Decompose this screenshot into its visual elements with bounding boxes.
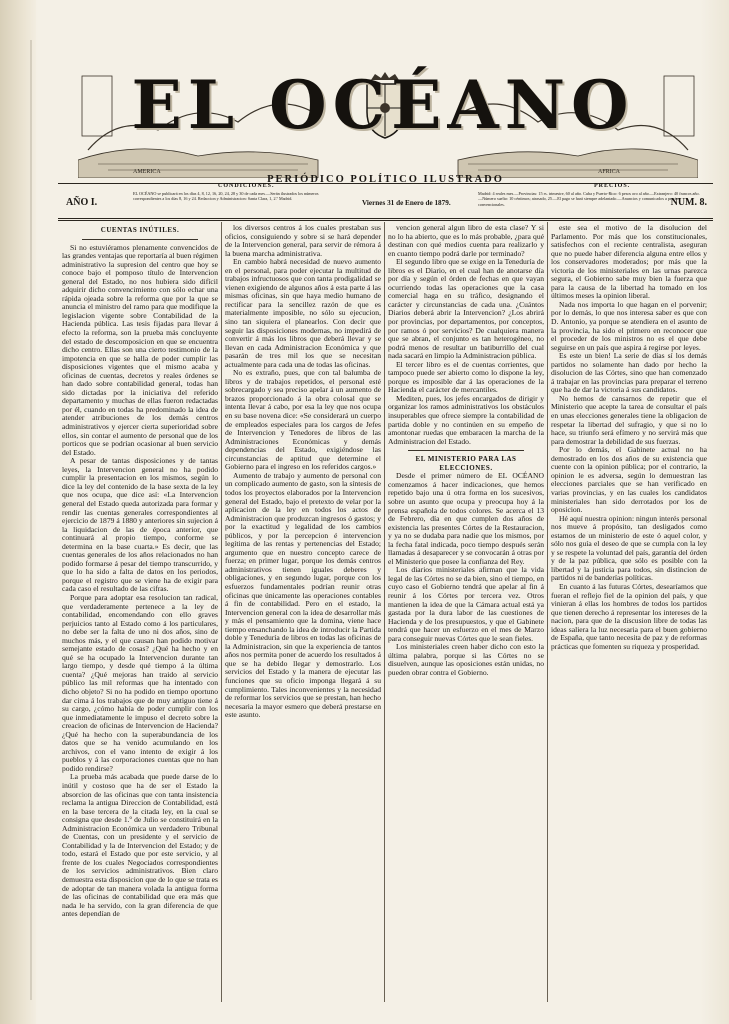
section-heading: EL MINISTERIO PARA LAS ELECCIONES. bbox=[415, 455, 517, 472]
article-paragraph: vencion general algun libro de esta clase? Y si no lo ha abierto, que es lo más probable, ¿para qué destinan con qué medios cuenta para realizarlo y en cuanto tiempo podrá darle por terminado? bbox=[388, 224, 544, 258]
article-paragraph: La prueba más acabada que puede darse de lo inútil y costoso que ha de ser el Estado la absorcion de las oficinas que con tanta insistencia reclama la antigua Direccion de Contabilidad, está en la base tercera de la citada ley, en la cual se consigna que desde 1.º de Julio se constituirá en la Administracion Económica un verdadero Tribunal de Cuentas, con un presidente y el servicio de Contabilidad y la de Intervencion del Estado; y de todo, estará el Estado que por este servicio, y al frente de los cuales Negociados correspondientes de los servicios administrativos. Bien claro demuestra esta disposicion que de lo que se trata es de adoptar de tan manera volada la antigua forma de las oficinas de contabilidad que era más que nada le ha servido, con la gran diferencia de que antes dependían de bbox=[62, 772, 218, 919]
article-paragraph: Nada nos importa lo que hagan en el porvenir; por lo demás, lo que nos interesa saber es que con D. Antonio, ya porque se atendiera en el asunto de la provincia, ha sido el primero en reconocer que el proceder de los ministros no es el que debe seguirse en un país que aspira á regirse por leyes. bbox=[551, 299, 707, 352]
info-bar bbox=[58, 183, 713, 217]
article-paragraph: Los diarios ministeriales afirman que la vida legal de las Córtes no se da bien, sino el tiempo, en cuyo caso el Gobierno tendrá que apelar al fin á reunir á los Córtes por tercera vez. Otros mantienen la idea de que la Cámara actual está ya gastada por la dura labor de las cuestiones de Hacienda y de los presupuestos, y que el Gabinete tendrá que hacer un esfuerzo en el mes de Marzo para conseguir nuevas Córtes que le sean fieles. bbox=[388, 565, 544, 643]
conditions-text: EL OCÉANO se publicará en los días 4, 8, 12, 16, 20, 24, 28 y 30 de cada mes.—Serán ilustrados los números correspondientes a los días 8, 16 y 24. Redaccion y Administracion: Santa Clara, 1, 2.º Madrid. bbox=[133, 191, 319, 202]
column-divider bbox=[384, 222, 385, 1002]
binding-spine bbox=[0, 0, 36, 1024]
issue-number: NUM. 8. bbox=[670, 197, 707, 208]
article-paragraph: En cuanto á las futuras Córtes, desearíamos que fueran el reflejo fiel de la opinion del país, y que vinieran á ellas los hombres de todos los partidos que tienen derecho á representar los intereses de la nacion, para que de la discusion libre de todas las ideas saliera la luz necesaria para el buen gobierno de España, que tanto necesita de paz y de reformas prácticas que fomenten su riqueza y prosperidad. bbox=[551, 581, 707, 651]
article-paragraph: A pesar de tantas disposiciones y de tantas leyes, la Intervencion general no ha podido cumplir la presentacion en los mismos, según lo dice la ley del contenido de la base sexta de la ley que nos ocupa, que dice así: «La Intervencion general del Estado queda autorizada para formar y rendir las cuentas generales correspondientes al ejercicio de 1879 á 1880 y anteriores sin sujecion á la liquidacion de las de época anterior, que continuará al propio tiempo, conforme se determina en la base cuarta.» Es decir, que las cuentas generales de los años relacionados no han podido formarse á pesar del tiempo transcurrido, y que lo ha sido a falta de datos en los periodos, porque el registro que se viene ha de exigir para cada caso el resultado de las cifras. bbox=[62, 456, 218, 594]
article-paragraph: En cambio habrá necesidad de nuevo aumento en el personal, para poder ejecutar la multitud de trabajos infructuosos que con tanta prodigalidad se vienen exigiendo de algunos años á esta parte á las mismas oficinas, sin que haya medio humano de rectificar para la sencillez razón de que es materialmente imposible, no sólo su ejecucion, sino tan siquiera el planearlos. Con decir que seguir las disposiciones modernas, no impedirá de convertir á más los libros que deberá llevar y se llevan en cada Administracion Económica y que pasarán de tres mil los que se necesitan actualmente para cada una de todas las oficinas. bbox=[225, 257, 381, 369]
article-paragraph: este sea el motivo de la disolucion del Parlamento. Por más que los constitucionales, satisfechos con el reciente centralista, aseguran que no puede haber diferencia alguna entre ellos y los conservadores moderados; por más que la victoria de los ministeriales en las urnas parezca segura, el Gobierno sabe muy bien la fuerza que para la causa de la libertad ha tomado en los últimos meses la opinion liberal. bbox=[551, 224, 707, 301]
issue-date: Viernes 31 de Enero de 1879. bbox=[362, 199, 451, 207]
column-4 bbox=[551, 224, 707, 1002]
article-paragraph: No es extraño, pues, que con tal balumba de libros y de trabajos repetidos, el personal esté sobrecargado y sea preciso apelar á un aumento de brazos proporcionado á la obra colosal que se intenta llevar á cabo, por esa la ley que nos ocupa en su base novena dice: «Se considerará un cuerpo de empleados especiales para los cargos de Jefes de Intervencion y Tenedores de libros de las Administraciones Económicas y demás dependencias del Estado, exigiéndose las circunstancias de aptitud que determine el Gobierno para el ingreso en los referidos cargos.» bbox=[225, 368, 381, 472]
article-paragraph: El segundo libro que se exige en la Teneduría de libros es el Diario, en el cual han de anotarse día por día y según el órden de fechas en que vayan ocurriendo todas las operaciones que la casa comercial haga en su tráfico, designando el carácter y circunstancias de cada una. ¿Cuántos Diarios deberá abrir la Intervencion? ¿Los abrirá por provincias, por departamentos, por conceptos, por ramos ó por servicios? De cualquiera manera que se abran, el conjunto es tan heterogéneo, no podrá menos de resultar un batiburrillo del cual nada sacará en limpio la Administracion pública. bbox=[388, 257, 544, 361]
conditions-title: CONDICIONES. bbox=[218, 183, 275, 189]
article-paragraph: Hé aquí nuestra opinion: ningun interés personal nos mueve á propósito, tan desligados como estamos de un ministerio de este ó aquel color, y sólo nos guía el deseo de que se cumpla con la ley y se respete la voluntad del país, garantía del órden y de la paz pública, que sólo es posible con la libertad y la justicia para todos, sin distincion de partidos ni de banderías políticas. bbox=[551, 513, 707, 583]
article-paragraph: Si no estuviéramos plenamente convencidos de las grandes ventajas que reportaría al buen régimen administrativo la supresion del centro que hoy se conoce bajo el pomposo título de Intervencion general del Estado, no nos hubiera sido difícil adquirir dicho convencimiento con sólo echar una rápida ojeada sobre la reforma que por la que se anuncia el ministro del ramo para que modifique la legislacion vigente sobre Contabilidad de la Hacienda pública. Las tesis fijadas para llevar á efecto la reforma, son la prueba más concluyente del estado de descomposicion en que se encuentra dicho centro. Ellas son una cierto testimonio de la impotencia en que se halla de poder cumplir las disposiciones vigentes que el mismo acaba y oficinas de cuentas, decretos y reales órdenes se han dado sobre contabilidad general, todas han sido dictadas por la iniciativa del referido departamento y muchas de ellas fueron redactadas por él, cuando en todas ha predominado la idea de atender atribuciones de los demás centros administrativos y ejercer cierta superioridad sobre ellos, sin contar el aumento de personal que de los porticos que se podrían ocasionar al buen servicio del Estado. bbox=[62, 242, 218, 457]
article-paragraph: Es este un bien! La serie de días sí los demás partidos no solamente han dado por hecho la disolucion de las Córtes, sino que han comenzado á trabajar en las provincias para preparar el terreno que ha de dar la victoria á sus candidatos. bbox=[551, 351, 707, 395]
article-paragraph: los diversos centros á los cuales prestaban sus oficios, consiguiendo y sobre si se hará depender de la Intervencion general, para servir de rémora á la buena marcha administrativa. bbox=[225, 224, 381, 258]
prices-text: Madrid: 4 reales mes.—Provincias: 15 rs. trimestre, 60 al año. Cuba y Puerto-Rico: 6 pesos oro al año.—Extranjero: 40 francos año.—Número suelto: 10 céntimos; atrasado, 25.—El pago se hará siempre adelantado.—Anuncios y comunicados a precios convencionales. bbox=[478, 191, 700, 207]
article-heading: CUENTAS INÚTILES. bbox=[100, 226, 180, 234]
column-1 bbox=[62, 224, 218, 1002]
article-paragraph: Por lo demás, el Gabinete actual no ha demostrado en los dos años de su existencia que cuente con la opinion pública; por el contrario, la opinion le es adversa, según lo demuestran las elecciones parciales que se han verificado en varias provincias, y en las cuales los candidatos ministeriales han sido derrotados por los de oposicion. bbox=[551, 445, 707, 515]
article-paragraph: El tercer libro es el de cuentas corrientes, que tampoco puede ser abierto como lo dispone la ley, porque es imposible dar á las operaciones de la Hacienda el carácter de mercantiles. bbox=[388, 359, 544, 395]
article-paragraph: Aumento de trabajo y aumento de personal con un complicado aumento de gasto, son la síntesis de todos los proyectos elaborados por la Intervencion general del Estado, bajo el pretexto de velar por la aplicacion de la ley en todos los actos de Administracion que produzcan ingresos ó gastos; y por la exactitud y legalidad de los cambios públicos, y por la percepcion é intervencion legítima de las rentas y pertenencias del Estado; argumento que en nuestro concepto carece de fuerza; en primer lugar, porque los demás centros administrativos tienen iguales deberes y obligaciones, y en segundo lugar, porque con los esfuerzos fundamentales podrían reunir otras oficinas que únicamente las operaciones contables á fin de contabilidad. Pero en el estado, la Intervencion general con la idea de desarrollar más y más el pensamiento que la domina, viene hace tiempo ensanchando la idea de introducir la Partida doble y Teneduría de libros en todas las oficinas de la Administracion, sin que la experiencia de tantos años nos permita poner de acuerdo los resultados á que se ha debido llegar y demostrarlo. Los servicios del Estado y la manera de ejecutar las funciones que su oficio imponga llegará á su cumplimiento. Tales inconvenientes y la necesidad de reformar los servicios que se prestan, han hecho necesaria la mayor esmero que deberá prestarse en este asunto. bbox=[225, 470, 381, 720]
header-double-rule bbox=[58, 218, 713, 221]
article-paragraph: Desde el primer número de EL OCÉANO comenzamos á hacer indicaciones, que hemos repetido bajo una ú otra forma en los sucesivos, sobre un asunto que ocupa y preocupa hoy á la prensa española de todos colores. Se acerca el 13 de Febrero, día en que cumplen dos años de existencia las presentes Córtes de la Restauracion, y ya no se dudaba para nadie que los mismos, por la fecha fatal indicada, poco tiempo después serán llamadas á desaparecer y se convocarán á otras por el Ministerio que posee la confianza del Rey. bbox=[388, 471, 544, 566]
article-paragraph: Porque para adoptar esa resolucion tan radical, que verdaderamente pertenece a la ley de contabilidad, encomendando con ello graves perjuicios tanto al Estado como á los particulares, no debe ser la falta de uno ni dos años, sino de muchos más, y el que causan han podido motivar semejante estado de cosas? ¿Qué ha hecho y en qué se ha ocupado la Intervencion durante tan largo tiempo, y desde qué tiempo á la última cuenta? ¿Qué mejoras han traido al servicio público las mil reformas que ha intentado con dicho objeto? Si no ha podido en tiempo oportuno dar cima á los trabajos que de muy antiguo tiene á su cargo, ¿cómo había de poder cumplir con los que inmediatamente le impuso el decreto sobre la creacion de oficinas de Intervencion de Hacienda? ¿Qué ha hecho con la superabundancia de los datos que se ha venido acumulando en los archivos, con el vano intento de exigir á los pueblos y á las corporaciones cuentas que no han podido rendirse? bbox=[62, 592, 218, 773]
prices-title: PRECIOS. bbox=[594, 183, 631, 189]
column-divider bbox=[221, 222, 222, 1002]
newspaper-title: EL OCÉANO bbox=[131, 66, 635, 144]
masthead bbox=[58, 40, 713, 200]
column-2 bbox=[225, 224, 381, 1002]
banner-right-label: AFRICA bbox=[598, 169, 621, 175]
banner-left-label: AMERICA bbox=[133, 169, 161, 175]
column-divider bbox=[547, 222, 548, 1002]
newspaper-subtitle: PERIÓDICO POLÍTICO ILUSTRADO bbox=[267, 174, 504, 185]
volume-year: AÑO I. bbox=[66, 197, 98, 208]
article-paragraph: Los ministeriales creen haber dicho con esto la última palabra, porque si las Córtes no se disuelven, aunque las oposiciones están unidas, no pueden obrar contra el Gobierno. bbox=[388, 642, 544, 677]
article-paragraph: Mediten, pues, los jefes encargados de dirigir y organizar los ramos administrativos los obstáculos insuperables que ofrece siempre la contabilidad de partida doble y no continúen en su empeño de amontonar ruedas que embaracen la marcha de la Administracion del Estado. bbox=[388, 393, 544, 446]
article-paragraph: No hemos de cansarnos de repetir que el Ministerio que acepte la tarea de consultar el país en unas elecciones generales tiene la obligacion de respetar la libertad del sufragio, y que si no lo hace, su triunfo será efímero y no servirá más que para demostrar la debilidad de sus fuerzas. bbox=[551, 393, 707, 446]
column-3 bbox=[388, 224, 544, 1002]
